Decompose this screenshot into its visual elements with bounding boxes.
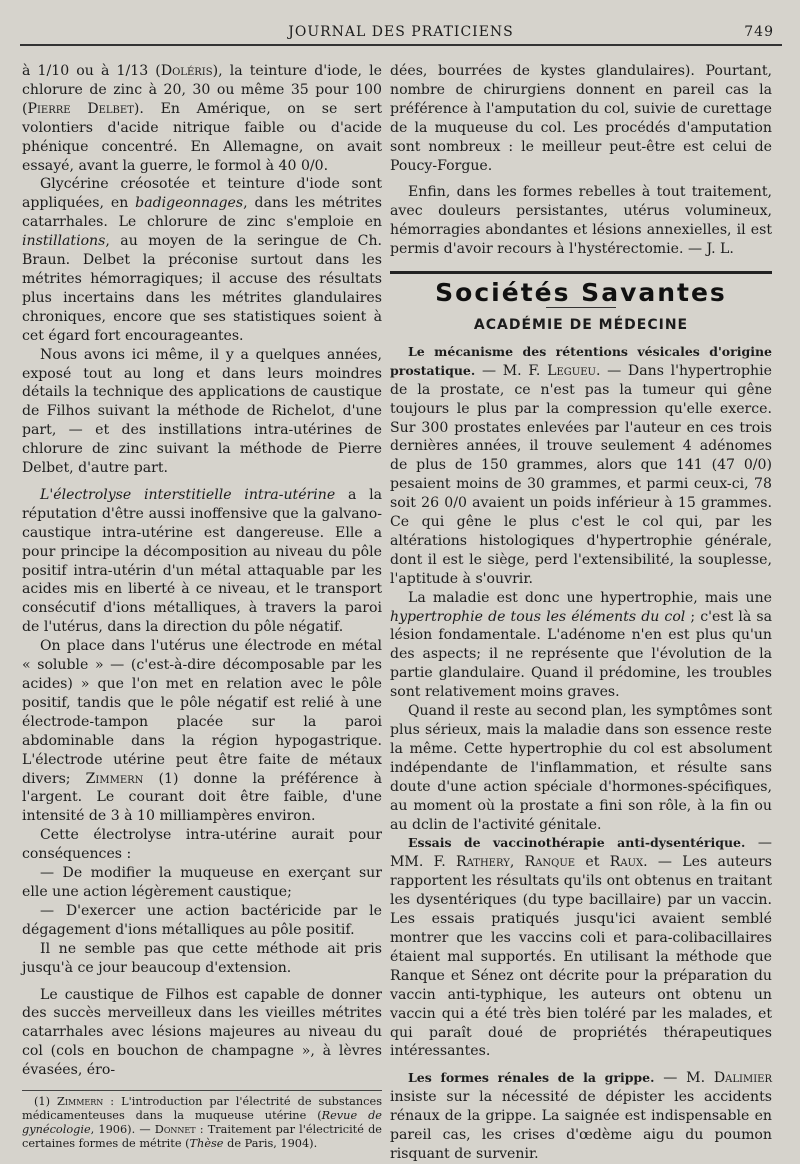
paragraph: Quand il reste au second plan, les symptômes sont plus sérieux, mais la maladie dans son essence reste la même. Cette hypertrophie du col est absolument indépendante de l'inflammation, et résulte sans doute d'une action spéciale d'hormones-spécifiques, au moment où la prostate a fini son rôle, à la fin ou au dclin de l'activité génitale. [390, 703, 772, 833]
paragraph: — De modifier la muqueuse en exerçant sur elle une action légèrement caustique; [22, 865, 382, 900]
section-divider [390, 271, 772, 274]
footnotes [22, 1095, 382, 1151]
paragraph: Nous avons ici même, il y a quelques années, exposé tout au long et dans leurs moindres détails la technique des applications de caustique de Filhos suivant la méthode de Richelot, d'une part, — et des instillations intra-utérines de chlorure de zinc suivant la méthode de Pierre Delbet, d'autre part. [22, 346, 382, 477]
paragraph: Glycérine créosotée et teinture d'iode sont appliquées, en badigeonnages, dans les métrites catarrhales. Le chlorure de zinc s'emploie en instillations, au moyen de la seringue de Ch. Braun. Delbet la préconise surtout dans les métrites hémorragiques; il accuse des résultats plus incertains dans les métrites glandulaires chroniques, encore que ses statistiques soient à cet égard fort encourageantes. [22, 176, 382, 344]
paragraph: Il ne semble pas que cette méthode ait pris jusqu'à ce jour beaucoup d'extension. [22, 940, 382, 976]
running-header [20, 22, 782, 46]
article: Essais de vaccinothérapie anti-dysentérique. — MM. F. Rathery, Ranque et Raux. — Les auteurs rapportent les résultats qu'ils ont obtenus en traitant les dysentériques (du type bacillaire) par un vaccin. Les essais pratiqués jusqu'ici avaient semblé montrer que les vaccins coli et para-colibacillaires étaient mal supportés. En utilisant la méthode que Ranque et Sénez ont décrite pour la préparation du vaccin anti-typhique, les auteurs ont obtenu un vaccin qui a été très bien toléré par les malades, et qui paraît doué de propriétés thérapeutiques intéressantes. [390, 835, 773, 1060]
article-title: Le mécanisme des rétentions vésicales d'origine prostatique. [390, 343, 772, 378]
paragraph: à 1/10 ou à 1/13 (Doléris), la teinture d'iode, le chlorure de zinc à 20, 30 ou même 35 pour 100 (Pierre Delbet). En Amérique, on se sert volontiers d'acide nitrique faible ou d'acide phénique concentré. En Allemagne, on avait essayé, avant la guerre, le formol à 40 0/0. [22, 63, 382, 174]
left-column [22, 62, 382, 1151]
paragraph: — D'exercer une action bactéricide par le dégagement d'ions métalliques au pôle positif. [22, 902, 382, 938]
footnote-divider [22, 1090, 382, 1091]
paragraph: La maladie est donc une hypertrophie, mais une hypertrophie de tous les éléments du col ; c'est là sa lésion fondamentale. L'adénome n'en est plus qu'un des aspects; il ne représente que l'évolution de la partie glandulaire. Quand il prédomine, les troubles sont relativement moins graves. [390, 589, 772, 701]
paragraph: On place dans l'utérus une électrode en métal « soluble » — (c'est-à-dire décomposable par les acides) » que l'on met en relation avec le pôle positif, tandis que le pôle négatif est relié à une électrode-tampon placée sur la paroi abdominable dans la région hypogastrique. L'électrode utérine peut être faite de métaux divers; Zimmern (1) donne la préférence à l'argent. Le courant doit être faible, d'une intensité de 3 à 10 milliampères environ. [22, 638, 382, 825]
footnote: (1) Zimmern : L'introduction par l'électrité de substances médicamenteuses dans la muqueuse utérine (Revue de gynécologie, 1906). — Donnet : Traitement par l'électricité de certaines formes de métrite (Thèse de Paris, 1904). [22, 1095, 382, 1151]
paragraph: dées, bourrées de kystes glandulaires). Pourtant, nombre de chirurgiens donnent en pareil cas la préférence à l'amputation du col, suivie de curettage de la muqueuse du col. Les procédés d'amputation sont nombreux : le meilleur peut-être est celui de Poucy-Forgue. [390, 63, 772, 174]
article-title: Essais de vaccinothérapie anti-dysentérique. [408, 835, 746, 851]
paragraph: Enfin, dans les formes rebelles à tout traitement, avec douleurs persistantes, utérus volumineux, hémorragies abondantes et lésions annexielles, il est permis d'avoir recours à l'hystérectomie. — J. L. [390, 184, 772, 258]
paragraph: Le caustique de Filhos est capable de donner des succès merveilleux dans les vieilles métrites catarrhales avec lésions majeures au niveau du col (cols en bouchon de champagne », à lèvres évasées, éro- [22, 986, 382, 1079]
paragraph: L'électrolyse interstitielle intra-utérine a la réputation d'être aussi inoffensive que la galvano-caustique intra-utérine est dangereuse. Elle a pour principe la décomposition au niveau du pôle positif intra-utérin d'un métal attaquable par les acides mis en liberté à ce niveau, et le transport consécutif d'ions métalliques, à travers la paroi de l'utérus, dans la direction du pôle négatif. [22, 486, 382, 636]
title-underline [546, 307, 616, 308]
article-title: Les formes rénales de la grippe. [408, 1070, 655, 1086]
page-number: 749 [744, 24, 774, 40]
subsection-title: ACADÉMIE DE MÉDECINE [473, 316, 689, 333]
paragraph: Cette électrolyse intra-utérine aurait pour conséquences : [22, 827, 382, 863]
article: Les formes rénales de la grippe. — M. Dalimier insiste sur la nécessité de dépister les accidents rénaux de la grippe. La saignée est indispensable en pareil cas, les crises d'œdème aigu du poumon risquant de survenir. [390, 1070, 773, 1162]
article: Le mécanisme des rétentions vésicales d'origine prostatique. — M. F. Legueu. — Dans l'hypertrophie de la prostate, ce n'est pas la tumeur qui gêne toujours le plus par la compression qu'elle exerce. Sur 300 prostates enlevées par l'auteur en ces trois dernières années, il trouve seulement 4 adénomes de plus de 150 grammes, alors que 141 (47 0/0) pesaient moins de 30 grammes, et parmi ceux-ci, 78 soit 26 0/0 avaient un poids inférieur à 15 grammes. Ce qui gêne le plus c'est le col qui, par les altérations histologiques d'hypertrophie générale, dont il est le siège, perd l'extensibilité, la souplesse, l'aptitude à s'ouvrir. [390, 343, 772, 587]
journal-title: JOURNAL DES PRATICIENS [288, 24, 514, 40]
section-title: Sociétés Savantes [435, 278, 727, 308]
right-column [390, 62, 772, 1164]
